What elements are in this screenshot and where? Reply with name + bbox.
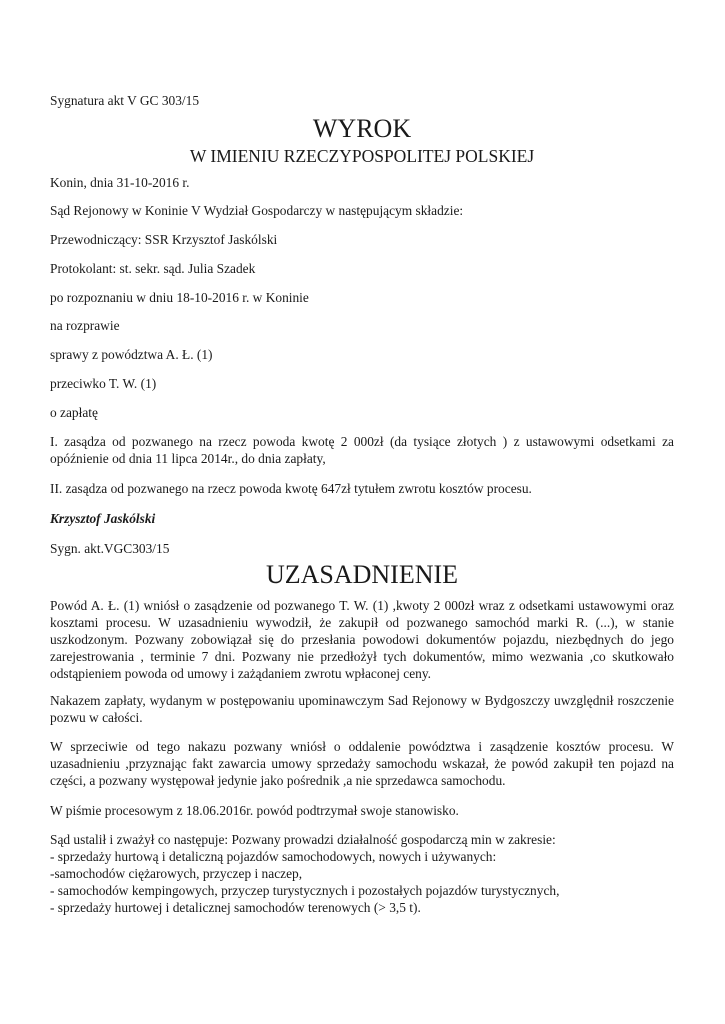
trial-type: na rozprawie	[50, 318, 120, 333]
justification-paragraph-4: W piśmie procesowym z 18.06.2016r. powód podtrzymał swoje stanowisko.	[50, 803, 459, 818]
hearing-date: po rozpoznaniu w dniu 18-10-2016 r. w Koninie	[50, 290, 309, 305]
court-clerk: Protokolant: st. sekr. sąd. Julia Szadek	[50, 261, 256, 276]
place-date: Konin, dnia 31-10-2016 r.	[50, 175, 190, 190]
list-item: - sprzedaży hurtową i detaliczną pojazdów samochodowych, nowych i używanych:	[50, 849, 497, 864]
justification-paragraph-3: W sprzeciwie od tego nakazu pozwany wniósł o oddalenie powództwa i zasądzenie kosztów procesu. W uzasadnieniu ,przyznając fakt zawarcia umowy sprzedaży samochodu wskazał, że powód zakupił ten pojazd na części, a pozwany występował jedynie jako pośrednik ,a nie sprzedawca samochodu.	[50, 739, 674, 788]
justification-title: UZASADNIENIE	[265, 560, 459, 589]
plaintiff-line: sprawy z powództwa A. Ł. (1)	[50, 347, 213, 362]
verdict-point-1: I. zasądza od pozwanego na rzecz powoda kwotę 2 000zł (da tysiące złotych ) z ustawowymi odsetkami za opóźnienie od dnia 11 lipca 2014r., do dnia zapłaty,	[50, 434, 674, 466]
case-signature: Sygnatura akt V GC 303/15	[50, 93, 200, 108]
list-item: - samochodów kempingowych, przyczep turystycznych i pozostałych pojazdów turystycznych,	[50, 883, 560, 898]
findings-intro: Sąd ustalił i zważył co następuje: Pozwany prowadzi działalność gospodarczą min w zakresie:	[50, 832, 556, 847]
defendant-line: przeciwko T. W. (1)	[50, 376, 157, 391]
list-item: - sprzedaży hurtowej i detalicznej samochodów terenowych (> 3,5 t).	[50, 900, 421, 915]
justification-reference: Sygn. akt.VGC303/15	[50, 541, 170, 556]
judge-signature: Krzysztof Jaskólski	[50, 511, 156, 526]
court-composition: Sąd Rejonowy w Koninie V Wydział Gospodarczy w następującym składzie:	[50, 203, 464, 218]
verdict-point-2: II. zasądza od pozwanego na rzecz powoda kwotę 647zł tytułem zwrotu kosztów procesu.	[50, 481, 532, 496]
presiding-judge: Przewodniczący: SSR Krzysztof Jaskólski	[50, 232, 278, 247]
list-item: -samochodów ciężarowych, przyczep i naczep,	[50, 866, 303, 881]
case-subject: o zapłatę	[50, 405, 98, 420]
justification-paragraph-2: Nakazem zapłaty, wydanym w postępowaniu upominawczym Sad Rejonowy w Bydgoszczy uwzględnił roszczenie pozwu w całości.	[50, 693, 674, 725]
verdict-subtitle: W IMIENIU RZECZYPOSPOLITEJ POLSKIEJ	[189, 146, 535, 166]
verdict-title: WYROK	[312, 114, 412, 143]
justification-paragraph-1: Powód A. Ł. (1) wniósł o zasądzenie od pozwanego T. W. (1) ,kwoty 2 000zł wraz z odsetkami ustawowymi oraz kosztami procesu. W uzasadnieniu wywodził, że zakupił od pozwanego samochód marki R. (...), w stanie uszkodzonym. Pozwany zobowiązał się do przesłania powodowi dokumentów pojazdu, niezbędnych do jego zarejestrowania , terminie 7 dni. Pozwany nie przedłożył tych dokumentów, mimo wezwania ,co skutkowało odstąpieniem powoda od umowy i zażądaniem zwrotu wpłaconej ceny.	[50, 598, 674, 681]
findings-block	[50, 831, 559, 916]
